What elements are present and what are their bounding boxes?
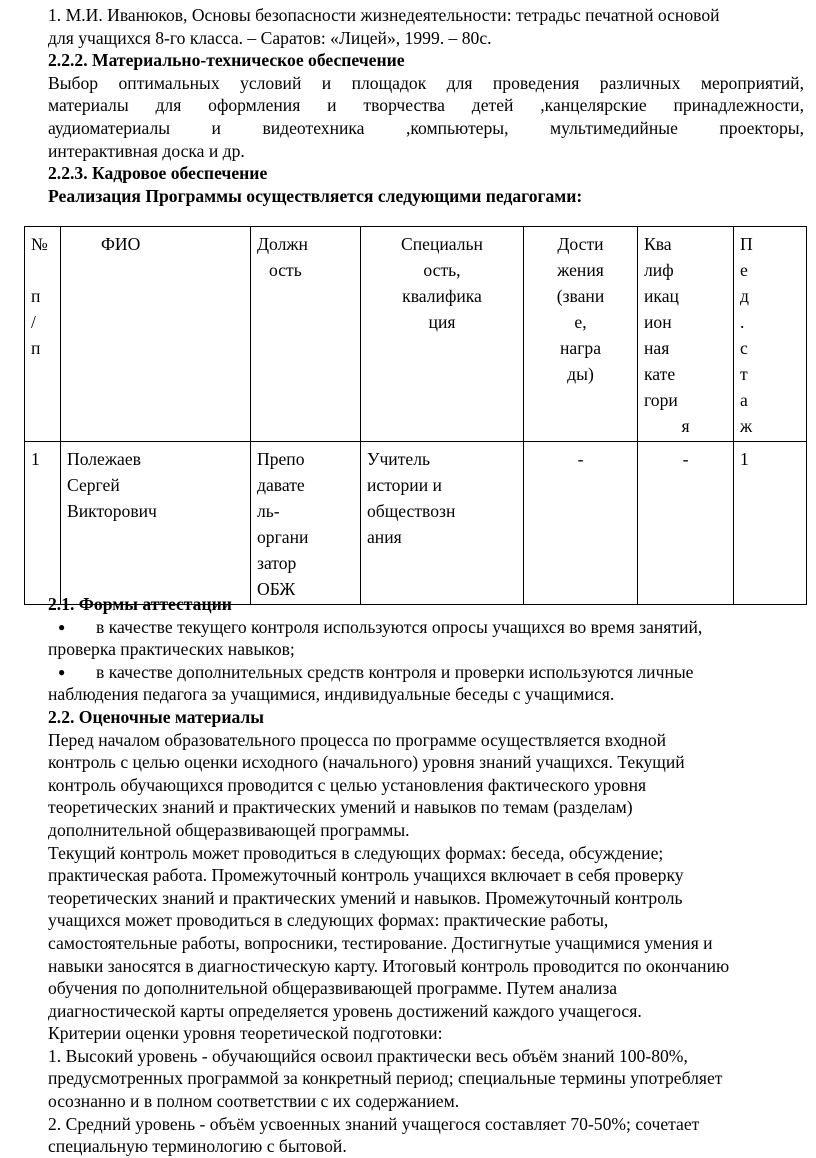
header-num: № п / п <box>25 227 61 442</box>
evaluation-line: учащихся может проводиться в следующих формах: практические работы, <box>48 910 609 931</box>
material-text-line-1: Выбор оптимальных условий и площадок для проведения различных мероприятий, <box>48 72 804 93</box>
list-item: ● в качестве дополнительных средств контроля и проверки используются личные наблюдения педагога за учащимися, индивидуальные беседы с учащимися. <box>48 661 694 705</box>
header-category: Ква лиф икац ион ная кате гори я <box>638 227 734 442</box>
staff-heading: 2.2.3. Кадровое обеспечение <box>48 163 268 184</box>
cell-category: - <box>638 442 734 605</box>
evaluation-line: теоретических знаний и практических умений и навыков. Промежуточный контроль <box>48 887 683 908</box>
evaluation-line: Перед началом образовательного процесса по программе осуществляется входной <box>48 729 667 750</box>
evaluation-line: контроль с целью оценки исходного (начального) уровня знаний учащихся. Текущий <box>48 752 685 773</box>
evaluation-line: Критерии оценки уровня теоретической подготовки: <box>48 1023 443 1044</box>
evaluation-line: Текущий контроль может проводиться в следующих формах: беседа, обсуждение; <box>48 842 664 863</box>
reference-line-1: 1. М.И. Иванюков, Основы безопасности жизнедеятельности: тетрадьс печатной основой <box>48 5 720 25</box>
evaluation-line: теоретических знаний и практических умений и навыков по темам (разделам) <box>48 797 633 818</box>
evaluation-line: контроль обучающихся проводится с целью установления фактического уровня <box>48 774 647 795</box>
evaluation-line: специальную терминологию с бытовой. <box>48 1136 347 1157</box>
evaluation-line: практическая работа. Промежуточный контроль учащихся включает в себя проверку <box>48 865 684 886</box>
material-heading: 2.2.2. Материально-техническое обеспечение <box>48 50 405 71</box>
cell-experience: 1 <box>734 442 807 605</box>
table-row <box>25 442 807 605</box>
material-text-line-2: материалы для оформления и творчества детей ,канцелярские принадлежности, <box>48 95 804 116</box>
evaluation-line: предусмотренных программой за конкретный период; специальные термины употребляет <box>48 1068 723 1089</box>
document-bottom <box>48 593 804 1158</box>
table-header-row <box>25 227 807 442</box>
header-fio: ФИО <box>61 227 251 442</box>
cell-fio: Полежаев Сергей Викторович <box>61 442 251 605</box>
staff-table <box>24 226 807 605</box>
cell-specialty: Учитель истории и обществозн ания <box>361 442 524 605</box>
cell-position: Препо давате ль- органи затор ОБЖ <box>251 442 361 605</box>
header-specialty: Специальн ость, квалифика ция <box>361 227 524 442</box>
evaluation-heading: 2.2. Оценочные материалы <box>48 706 265 727</box>
bullet-dot-icon: ● <box>58 664 66 679</box>
evaluation-line: обучения по дополнительной общеразвивающей программе. Путем анализа <box>48 978 618 999</box>
evaluation-line: 1. Высокий уровень - обучающийся освоил практически весь объём знаний 100-80%, <box>48 1045 688 1066</box>
cell-num: 1 <box>25 442 61 605</box>
header-experience: П е д . с т а ж <box>734 227 807 442</box>
attestation-heading: 2.1. Формы аттестации <box>48 594 232 614</box>
list-item: ● в качестве текущего контроля используются опросы учащихся во время занятий, проверка практических навыков; <box>48 616 703 660</box>
evaluation-line: 2. Средний уровень - объём усвоенных знаний учащегося составляет 70-50%; сочетает <box>48 1113 700 1134</box>
header-position: Должн ость <box>251 227 361 442</box>
staff-subheading: Реализация Программы осуществляется следующими педагогами: <box>48 185 583 206</box>
reference-line-2: для учащихся 8-го класса. – Саратов: «Лицей», 1999. – 80с. <box>48 27 492 48</box>
header-achievements: Дости жения (звани е, награ ды) <box>524 227 638 442</box>
evaluation-line: самостоятельные работы, вопросники, тестирование. Достигнутые учащимися умения и <box>48 932 713 953</box>
evaluation-line: дополнительной общеразвивающей программы. <box>48 819 410 840</box>
cell-achievements: - <box>524 442 638 605</box>
evaluation-line: навыки заносятся в диагностическую карту. Итоговый контроль проводится по окончанию <box>48 955 730 976</box>
evaluation-line: осознанно и в полном соответствии с их содержанием. <box>48 1091 460 1112</box>
evaluation-line: диагностической карты определяется уровень достижений каждого учащегося. <box>48 1000 642 1021</box>
bullet-dot-icon: ● <box>58 619 66 634</box>
document-top <box>48 4 804 207</box>
material-text-line-4: интерактивная доска и др. <box>48 140 245 161</box>
material-text-line-3: аудиоматериалы и видеотехника ,компьютеры, мультимедийные проекторы, <box>48 117 804 138</box>
